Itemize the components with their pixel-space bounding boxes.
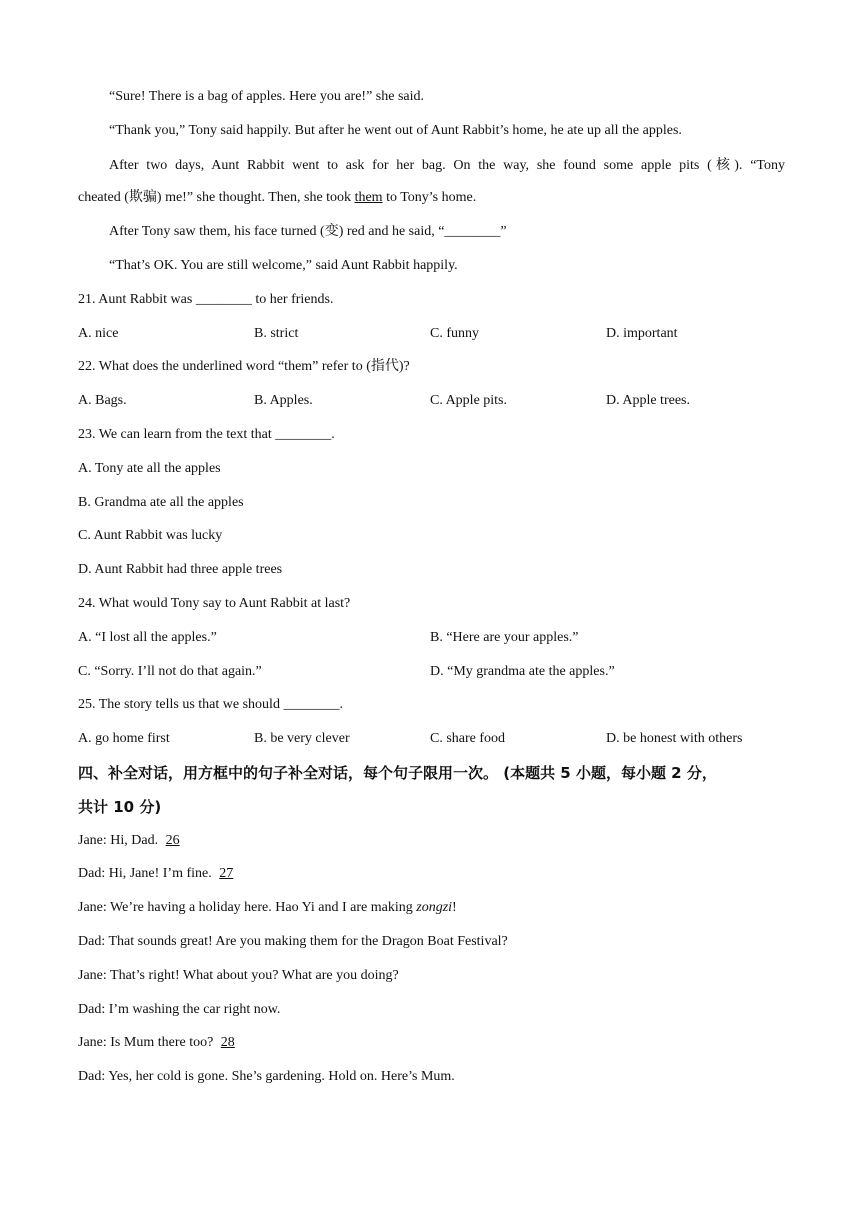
option-a: A. nice: [78, 325, 119, 341]
question-24-stem: 24. What would Tony say to Aunt Rabbit at last?: [78, 595, 351, 611]
italic-word: zongzi: [416, 900, 453, 916]
dialogue-line-3: [78, 897, 785, 931]
blank-27: 27: [219, 866, 234, 882]
question-25-options: [78, 728, 785, 762]
question-22-options: [78, 390, 785, 424]
story-paragraph-4: After Tony saw them, his face turned (变) red and he said, “________”: [109, 224, 507, 240]
option-a: A. Tony ate all the apples: [78, 460, 221, 476]
story-paragraph-1: “Sure! There is a bag of apples. Here you are!” she said.: [109, 89, 424, 104]
option-c: C. funny: [430, 325, 479, 341]
question-21-options: [78, 323, 785, 357]
question-21-stem: 21. Aunt Rabbit was ________ to her friends.: [78, 291, 334, 307]
option-d: D. Apple trees.: [606, 393, 690, 409]
option-d: D. Aunt Rabbit had three apple trees: [78, 562, 283, 578]
page-content: [78, 86, 785, 1100]
dialogue-text: Jane: Hi, Dad.: [78, 832, 162, 848]
story-paragraph-3-line-1: After two days, Aunt Rabbit went to ask for her bag. On the way, she found some apple pits (核). “Tony: [109, 157, 785, 173]
story-text: to Tony’s home.: [382, 190, 477, 206]
option-c: C. “Sorry. I’ll not do that again.”: [78, 663, 262, 679]
dialogue-text: Dad: Hi, Jane! I’m fine.: [78, 866, 216, 882]
question-24-options-row-1: [78, 627, 785, 661]
blank-26: 26: [165, 832, 180, 848]
dialogue-line-6: Dad: I’m washing the car right now.: [78, 1001, 281, 1017]
option-d: D. “My grandma ate the apples.”: [430, 663, 615, 679]
option-b: B. strict: [254, 325, 299, 341]
dialogue-line-5: Jane: That’s right! What about you? What are you doing?: [78, 967, 399, 983]
option-b: B. be very clever: [254, 731, 350, 747]
section-4-heading-line-2: 共计 10 分): [78, 797, 162, 816]
story-text: cheated (欺骗) me!” she thought. Then, she took: [78, 190, 355, 206]
question-23-stem: 23. We can learn from the text that ________.: [78, 426, 335, 442]
story-paragraph-2: “Thank you,” Tony said happily. But after he went out of Aunt Rabbit’s home, he ate up all the apples.: [109, 122, 682, 138]
dialogue-line-7: [78, 1032, 785, 1066]
dialogue-line-2: [78, 863, 785, 897]
dialogue-line-1: [78, 830, 785, 864]
question-22-stem: 22. What does the underlined word “them” refer to (指代)?: [78, 359, 410, 375]
option-d: D. important: [606, 325, 678, 341]
underlined-word-them: them: [354, 190, 383, 206]
dialogue-line-8: Dad: Yes, her cold is gone. She’s gardening. Hold on. Here’s Mum.: [78, 1069, 455, 1085]
dialogue-text: Jane: We’re having a holiday here. Hao Yi and I are making: [78, 900, 417, 916]
section-4-heading-line-1: 四、补全对话，用方框中的句子补全对话，每个句子限用一次。 (本题共 5 小题，每小题 2 分，: [78, 763, 717, 782]
option-c: C. share food: [430, 731, 506, 747]
option-d: D. be honest with others: [606, 731, 743, 747]
story-paragraph-3-line-2: [78, 187, 785, 221]
option-b: B. Grandma ate all the apples: [78, 494, 244, 510]
dialogue-text: !: [452, 900, 457, 916]
option-c: C. Apple pits.: [430, 393, 508, 409]
option-c: C. Aunt Rabbit was lucky: [78, 528, 223, 544]
blank-28: 28: [220, 1035, 235, 1051]
option-a: A. “I lost all the apples.”: [78, 629, 217, 645]
option-b: B. Apples.: [254, 393, 313, 409]
story-paragraph-5: “That’s OK. You are still welcome,” said Aunt Rabbit happily.: [109, 257, 458, 273]
question-24-options-row-2: [78, 661, 785, 695]
dialogue-text: Jane: Is Mum there too?: [78, 1035, 217, 1051]
option-b: B. “Here are your apples.”: [430, 629, 579, 645]
question-25-stem: 25. The story tells us that we should ________.: [78, 697, 343, 713]
dialogue-line-4: Dad: That sounds great! Are you making them for the Dragon Boat Festival?: [78, 933, 508, 949]
option-a: A. go home first: [78, 731, 170, 747]
option-a: A. Bags.: [78, 393, 127, 409]
